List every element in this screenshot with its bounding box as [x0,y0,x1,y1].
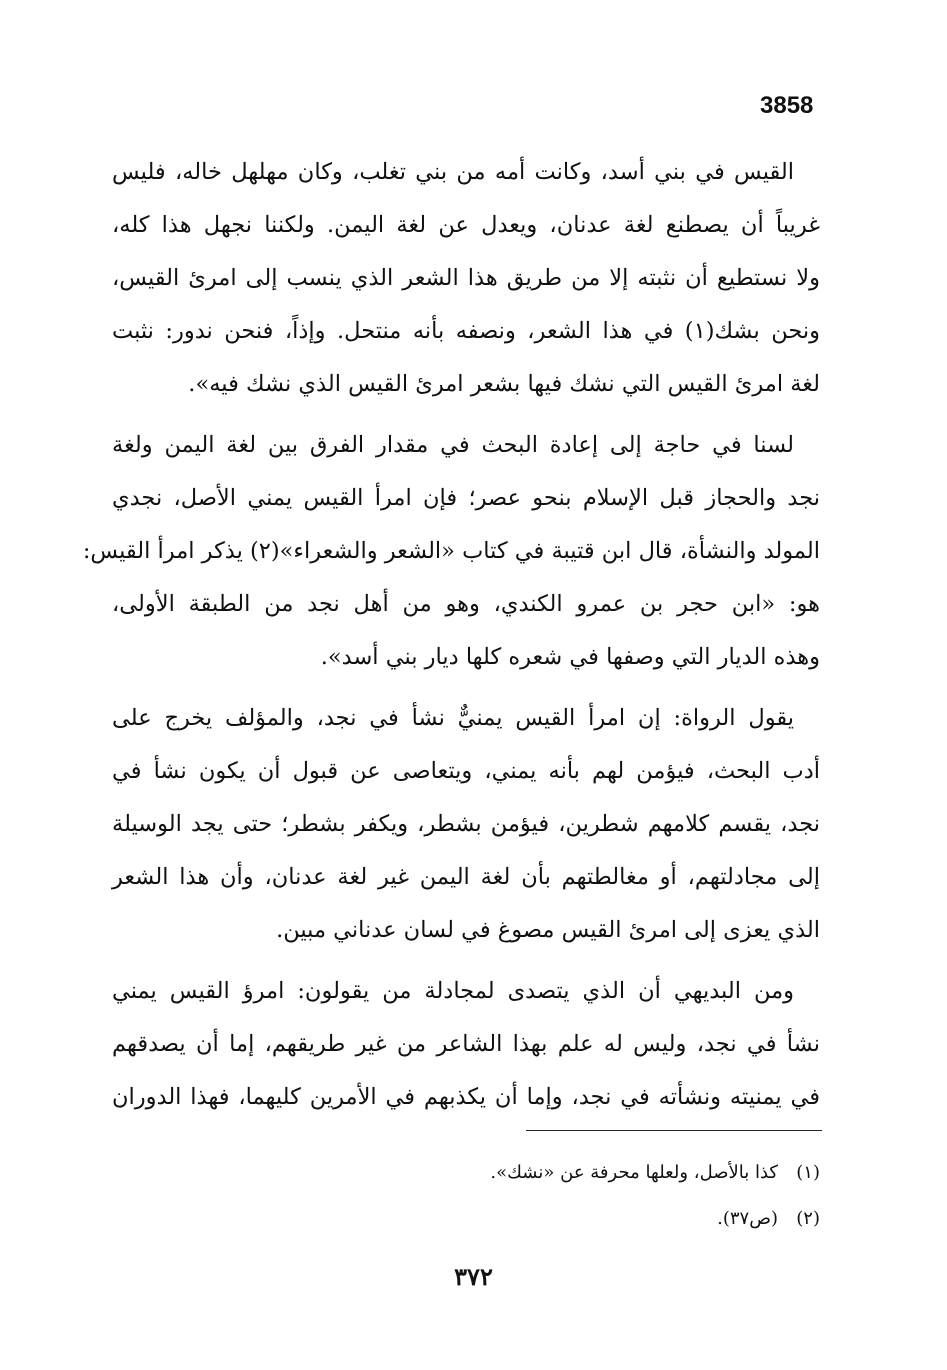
text-line: ولا نستطيع أن نثبته إلا من طريق هذا الشعر الذي ينسب إلى امرئ القيس، [112,265,820,291]
text-line: يقول الرواة: إن امرأ القيس يمنيٌّ نشأ في نجد، والمؤلف يخرج على [112,705,794,731]
text-line: نجد، يقسم كلامهم شطرين، فيؤمن بشطر، ويكفر بشطر؛ حتى يجد الوسيلة [112,811,820,837]
text-line: الذي يعزى إلى امرئ القيس مصوغ في لسان عدناني مبين. [276,917,820,943]
text-line: المولد والنشأة، قال ابن قتيبة في كتاب «الشعر والشعراء»(٢) يذكر امرأ القيس: [82,538,820,564]
footnote-text: كذا بالأصل، ولعلها محرفة عن «نشك». [490,1162,778,1183]
text-line: لسنا في حاجة إلى إعادة البحث في مقدار الفرق بين لغة اليمن ولغة [112,432,794,458]
text-line: نشأ في نجد، وليس له علم بهذا الشاعر من غير طريقهم، إما أن يصدقهم [112,1031,820,1057]
paragraph-1 [112,146,820,411]
footnote-divider [526,1130,822,1131]
text-line: ونحن بشك(١) في هذا الشعر، ونصفه بأنه منتحل. وإذاً، فنحن ندور: نثبت [112,318,821,344]
text-line: غريباً أن يصطنع لغة عدنان، ويعدل عن لغة اليمن. ولكننا نجهل هذا كله، [112,212,820,238]
body-text [82,146,821,1132]
text-line: وهذه الديار التي وصفها في شعره كلها ديار بني أسد». [320,644,820,670]
footnote-2 [300,1196,820,1242]
footnote-text: (ص٣٧). [717,1208,778,1229]
page-number: ٣٧٢ [454,1262,493,1291]
text-line: لغة امرئ القيس التي نشك فيها بشعر امرئ القيس الذي نشك فيه». [188,371,820,397]
footnote-number: (١) [796,1162,820,1183]
footnote-number: (٢) [796,1208,820,1229]
paragraph-3 [112,692,820,957]
text-line: القيس في بني أسد، وكانت أمه من بني تغلب، وكان مهلهل خاله، فليس [112,159,794,185]
paragraph-2 [82,419,820,684]
text-line: نجد والحجاز قبل الإسلام بنحو عصر؛ فإن امرأ القيس يمني الأصل، نجدي [112,485,820,511]
text-line: أدب البحث، فيؤمن لهم بأنه يمني، ويتعاصى عن قبول أن يكون نشأ في [112,758,820,784]
text-line: هو: «ابن حجر بن عمرو الكندي، وهو من أهل نجد من الطبقة الأولى، [112,591,820,617]
text-line: ومن البديهي أن الذي يتصدى لمجادلة من يقولون: امرؤ القيس يمني [112,978,794,1004]
footnotes [300,1150,820,1242]
text-line: إلى مجادلتهم، أو مغالطتهم بأن لغة اليمن غير لغة عدنان، وأن هذا الشعر [112,864,820,890]
text-line: في يمنيته ونشأته في نجد، وإما أن يكذبهم في الأمرين كليهما، فهذا الدوران [112,1084,820,1110]
footnote-1 [300,1150,820,1196]
paragraph-4 [112,965,820,1124]
page-id: 3858 [760,92,814,119]
